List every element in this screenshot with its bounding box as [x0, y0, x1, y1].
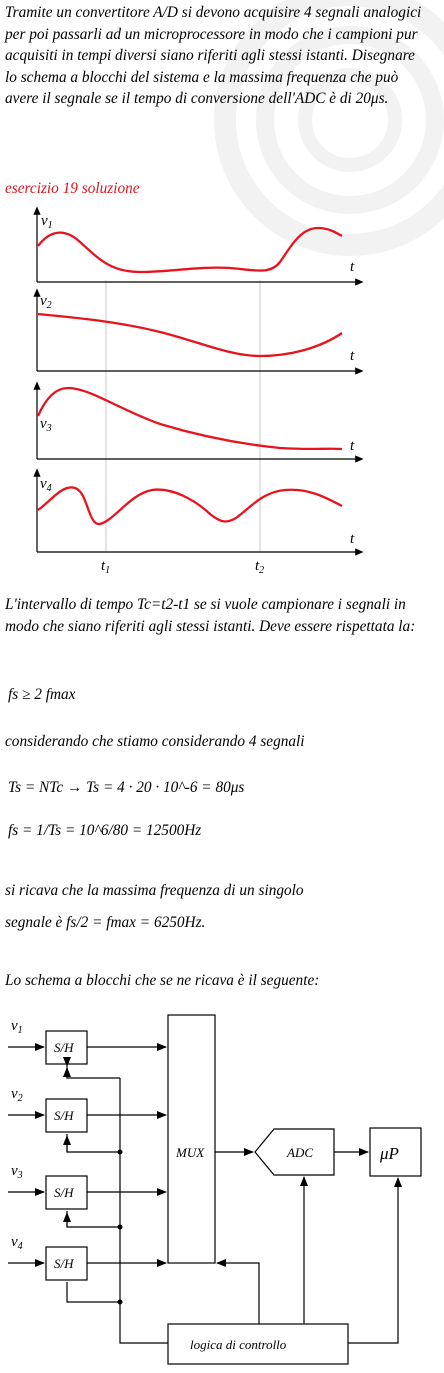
- label-v1: $v_1$: [41, 213, 53, 231]
- microprocessor-label: μP: [380, 1144, 399, 1163]
- curve-v1: [38, 228, 342, 272]
- mux-label: MUX: [176, 1145, 205, 1160]
- fs-formula: fs = 1/Ts = 10^6/80 = 12500Hz: [8, 822, 202, 839]
- adc-label: ADC: [287, 1145, 313, 1160]
- label-t2: $t_2$: [255, 558, 265, 576]
- label-v2: $v_2$: [40, 293, 52, 311]
- input-label-v1: $v_1$: [11, 1018, 23, 1036]
- label-v3: $v_3$: [40, 416, 52, 434]
- input-label-v2: $v_2$: [11, 1086, 23, 1104]
- sh-label-3: S/H: [54, 1185, 74, 1200]
- result-line-1: si ricava che la massima frequenza di un singolo: [5, 882, 304, 899]
- sh-label-2: S/H: [54, 1108, 74, 1123]
- input-label-v3: $v_3$: [11, 1163, 23, 1181]
- interval-paragraph: L'intervallo di tempo Tc=t2-t1 se si vuole campionare i segnali in modo che siano riferiti agli stessi istanti. Deve essere rispettata la:: [5, 596, 416, 635]
- problem-text: Tramite un convertitore A/D si devono acquisire 4 segnali analogici per poi passarli ad un microprocessore in modo che i campioni pur acquisiti in tempi diversi siano riferiti agli stessi istanti. Disegnare lo schema a blocchi del sistema e la massima frequenza che può avere il segnale se il tempo di conversione dell'ADC è di 20μs.: [5, 4, 422, 107]
- t-axis-label-2: t: [350, 348, 355, 364]
- problem-statement: [5, 2, 425, 110]
- t-axis-label-3: t: [350, 438, 355, 454]
- control-logic-label: logica di controllo: [190, 1337, 287, 1352]
- curve-v3: [38, 388, 342, 449]
- nyquist-formula: fs ≥ 2 fmax: [8, 686, 76, 703]
- solution-heading: esercizio 19 soluzione: [5, 180, 140, 197]
- signals-timing-graph: [0, 200, 444, 580]
- curve-v2: [38, 314, 342, 356]
- label-v4: $v_4$: [40, 476, 52, 494]
- mux-block: [168, 1015, 215, 1263]
- result-line-2: segnale è fs/2 = fmax = 6250Hz.: [5, 914, 206, 931]
- scheme-paragraph: Lo schema a blocchi che se ne ricava è il seguente:: [5, 972, 320, 989]
- curve-v4: [38, 487, 342, 524]
- sh-label-4: S/H: [54, 1256, 74, 1271]
- t-axis-label-1: t: [350, 259, 355, 275]
- t-axis-label-4: t: [350, 531, 355, 547]
- sh-label-1: S/H: [54, 1040, 74, 1055]
- block-diagram: [0, 1000, 444, 1373]
- label-t1: $t_1$: [101, 558, 111, 576]
- input-label-v4: $v_4$: [11, 1234, 23, 1252]
- ts-formula: Ts = NTc → Ts = 4 · 20 · 10^-6 = 80μs: [8, 779, 245, 796]
- considering-paragraph: considerando che stiamo considerando 4 segnali: [5, 733, 305, 750]
